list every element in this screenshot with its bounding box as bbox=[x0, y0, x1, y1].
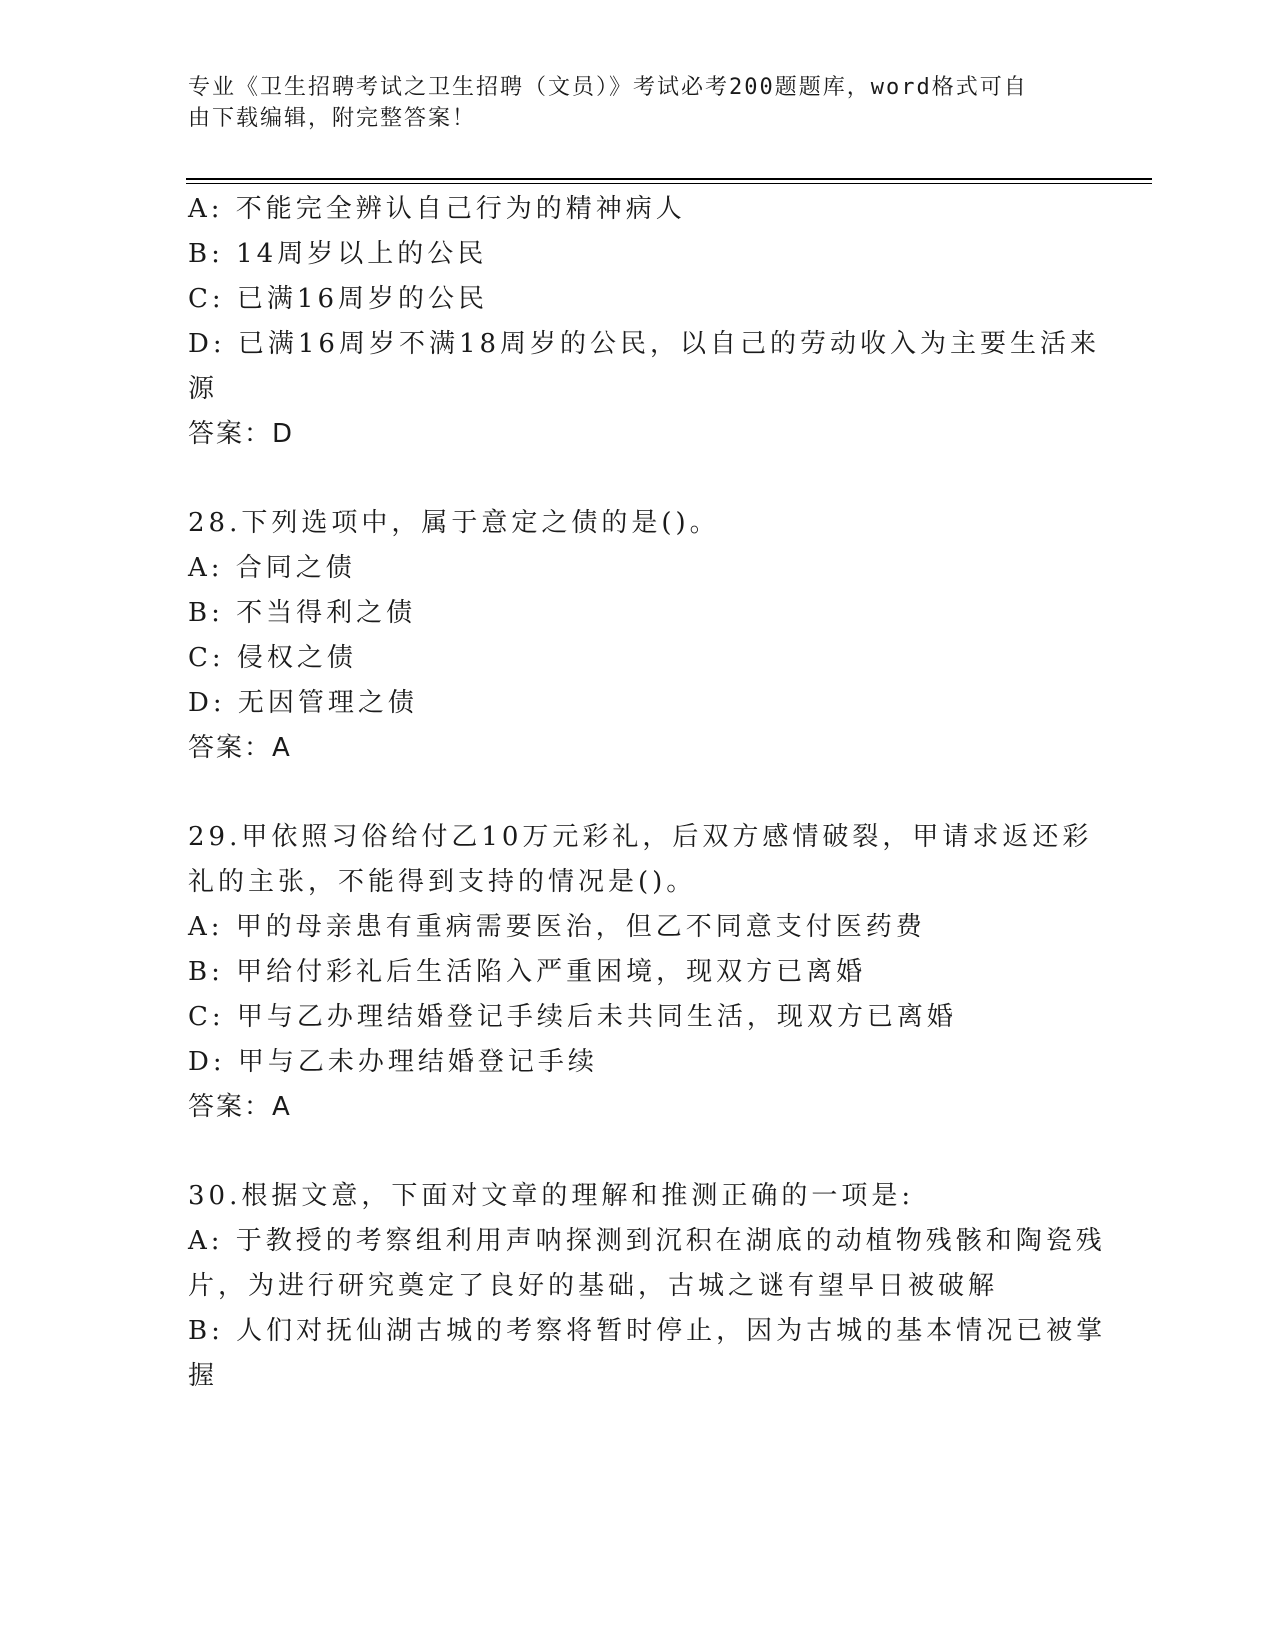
q28-stem: 28.下列选项中，属于意定之债的是()。 bbox=[188, 508, 720, 538]
q27-option-a: A: 不能完全辨认自己行为的精神病人 bbox=[188, 194, 686, 224]
q27-answer: 答案：D bbox=[188, 419, 295, 449]
q30-option-b-line-1: B: 人们对抚仙湖古城的考察将暂时停止，因为古城的基本情况已被掌 bbox=[188, 1316, 1107, 1346]
q29-option-a: A: 甲的母亲患有重病需要医治，但乙不同意支付医药费 bbox=[188, 912, 926, 942]
q29-option-c: C: 甲与乙办理结婚登记手续后未共同生活，现双方已离婚 bbox=[188, 1002, 957, 1032]
header-rule-thick bbox=[186, 178, 1152, 180]
q30-option-a-line-2: 片，为进行研究奠定了良好的基础，古城之谜有望早日被破解 bbox=[188, 1271, 999, 1301]
q29-option-d: D: 甲与乙未办理结婚登记手续 bbox=[188, 1047, 598, 1077]
q28-option-d: D: 无因管理之债 bbox=[188, 688, 418, 718]
q27-option-d-line-1: D: 已满16周岁不满18周岁的公民，以自己的劳动收入为主要生活来 bbox=[188, 329, 1101, 359]
q28-option-c: C: 侵权之债 bbox=[188, 643, 357, 673]
document-header bbox=[188, 72, 1068, 134]
q28-answer: 答案：A bbox=[188, 733, 292, 763]
q30-stem: 30.根据文意，下面对文章的理解和推测正确的一项是: bbox=[188, 1181, 915, 1211]
header-line-2: 由下载编辑，附完整答案！ bbox=[188, 106, 477, 131]
q29-answer: 答案：A bbox=[188, 1092, 292, 1122]
q30-option-a-line-1: A: 于教授的考察组利用声呐探测到沉积在湖底的动植物残骸和陶瓷残 bbox=[188, 1226, 1106, 1256]
q28-option-b: B: 不当得利之债 bbox=[188, 598, 417, 628]
q29-option-b: B: 甲给付彩礼后生活陷入严重困境，现双方已离婚 bbox=[188, 957, 867, 987]
q27-option-d-line-2: 源 bbox=[188, 374, 219, 404]
header-line-1: 专业《卫生招聘考试之卫生招聘（文员）》考试必考200题题库，word格式可自 bbox=[188, 75, 1028, 100]
q27-option-b: B: 14周岁以上的公民 bbox=[188, 239, 488, 269]
q28-option-a: A: 合同之债 bbox=[188, 553, 356, 583]
q30-option-b-line-2: 握 bbox=[188, 1361, 219, 1391]
q27-option-c: C: 已满16周岁的公民 bbox=[188, 284, 489, 314]
header-rule-thin bbox=[186, 183, 1152, 184]
q29-stem-line-1: 29.甲依照习俗给付乙10万元彩礼，后双方感情破裂，甲请求返还彩 bbox=[188, 822, 1093, 852]
q29-stem-line-2: 礼的主张，不能得到支持的情况是()。 bbox=[188, 867, 697, 897]
